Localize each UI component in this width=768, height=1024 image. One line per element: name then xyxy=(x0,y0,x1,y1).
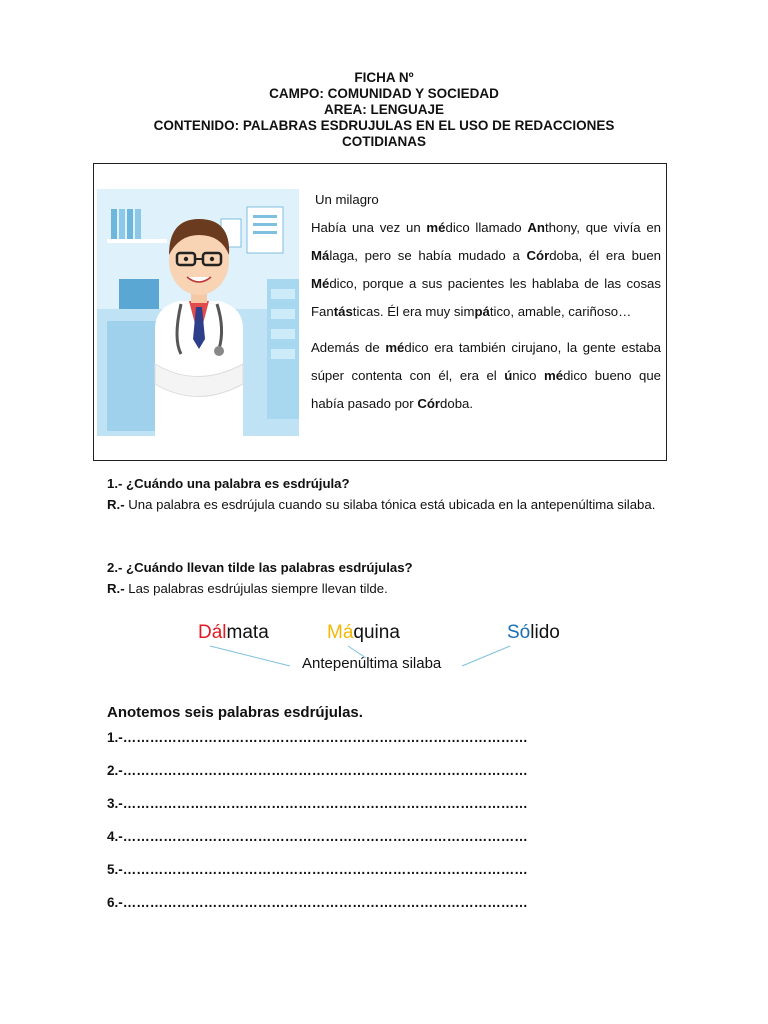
accented-syllable: mé xyxy=(544,368,564,383)
story-segment: Además de xyxy=(311,340,386,355)
example-word-solido xyxy=(507,622,560,644)
line-dots: ……………………………………………………………………………… xyxy=(122,763,528,778)
accented-syllable: Mé xyxy=(311,276,330,291)
story-segment: dico era también cirujano, la gente estaba súper contenta con él, era el xyxy=(311,340,662,383)
story-segment: dico, porque a sus pacientes les hablaba de las cosas Fan xyxy=(311,276,661,319)
line-number: 5.- xyxy=(107,862,123,877)
story-box xyxy=(93,163,667,461)
doctor-illustration xyxy=(97,189,299,436)
question-2 xyxy=(107,557,661,599)
accented-syllable: Má xyxy=(311,248,330,263)
exercise-line-5[interactable] xyxy=(107,860,667,893)
question-1-text: 1.- ¿Cuándo una palabra es esdrújula? xyxy=(107,476,350,491)
line-dots: ……………………………………………………………………………… xyxy=(122,895,528,910)
worksheet-header xyxy=(0,70,768,150)
accented-syllable: tás xyxy=(333,304,353,319)
example-word-dalmata xyxy=(198,622,269,644)
answer-2-prefix: R.- xyxy=(107,581,125,596)
story-text xyxy=(311,186,661,418)
story-segment: thony, que vivía en xyxy=(544,220,661,235)
accented-syllable: mé xyxy=(385,340,405,355)
answer-2-text: Las palabras esdrújulas siempre llevan tilde. xyxy=(124,581,388,596)
question-2-text: 2.- ¿Cuándo llevan tilde las palabras esdrújulas? xyxy=(107,560,413,575)
question-1 xyxy=(107,473,661,515)
example-rest-3: lido xyxy=(530,622,560,643)
example-accent-3: Só xyxy=(507,622,531,643)
answer-1 xyxy=(107,494,661,515)
answer-1-text: Una palabra es esdrújula cuando su silaba tónica está ubicada en la antepenúltima silaba. xyxy=(124,497,656,512)
line-number: 6.- xyxy=(107,895,123,910)
story-segment: laga, pero se había mudado a xyxy=(329,248,527,263)
example-words xyxy=(0,620,768,680)
accented-syllable: Cór xyxy=(417,396,441,411)
header-area: AREA: LENGUAJE xyxy=(323,102,444,117)
story-segment: tico, amable, cariñoso… xyxy=(489,304,632,319)
accented-syllable: pá xyxy=(474,304,490,319)
line-dots: ……………………………………………………………………………… xyxy=(122,862,528,877)
header-campo: CAMPO: COMUNIDAD Y SOCIEDAD xyxy=(269,86,499,101)
header-ficha: FICHA Nº xyxy=(354,70,414,85)
line-dots: ……………………………………………………………………………… xyxy=(122,796,528,811)
story-segment: doba. xyxy=(440,396,474,411)
story-segment: ticas. Él era muy sim xyxy=(352,304,475,319)
story-title: Un milagro xyxy=(315,192,379,207)
header-contenido: CONTENIDO: PALABRAS ESDRUJULAS EN EL USO DE REDACCIONES xyxy=(153,118,615,133)
exercise-line-2[interactable] xyxy=(107,761,667,794)
answer-1-prefix: R.- xyxy=(107,497,125,512)
exercise-lines xyxy=(107,728,667,926)
example-rest-1: mata xyxy=(226,622,269,643)
exercise-line-1[interactable] xyxy=(107,728,667,761)
antepenultima-label: Antepenúltima silaba xyxy=(302,655,442,672)
exercise-title: Anotemos seis palabras esdrújulas. xyxy=(107,704,363,721)
story-paragraph-1 xyxy=(311,214,661,326)
accented-syllable: ú xyxy=(504,368,513,383)
accented-syllable: Cór xyxy=(526,248,550,263)
line-number: 2.- xyxy=(107,763,123,778)
example-accent-2: Má xyxy=(327,622,354,643)
story-segment: Había una vez un xyxy=(311,220,427,235)
accented-syllable: mé xyxy=(426,220,446,235)
answer-2 xyxy=(107,578,661,599)
line-dots: ……………………………………………………………………………… xyxy=(122,730,528,745)
accented-syllable: An xyxy=(527,220,545,235)
line-number: 1.- xyxy=(107,730,123,745)
story-segment: nico xyxy=(512,368,545,383)
header-contenido-cont: COTIDIANAS xyxy=(342,134,426,149)
exercise-line-6[interactable] xyxy=(107,893,667,926)
story-segment: dico llamado xyxy=(445,220,528,235)
example-accent-1: Dál xyxy=(198,622,227,643)
story-segment: dico bueno que había pasado por xyxy=(311,368,661,411)
story-segment: doba, él era buen xyxy=(549,248,661,263)
line-dots: ……………………………………………………………………………… xyxy=(122,829,528,844)
line-number: 3.- xyxy=(107,796,123,811)
line-number: 4.- xyxy=(107,829,123,844)
example-word-maquina xyxy=(327,622,400,644)
exercise-line-3[interactable] xyxy=(107,794,667,827)
exercise-line-4[interactable] xyxy=(107,827,667,860)
example-rest-2: quina xyxy=(353,622,400,643)
story-paragraph-2 xyxy=(311,334,661,418)
